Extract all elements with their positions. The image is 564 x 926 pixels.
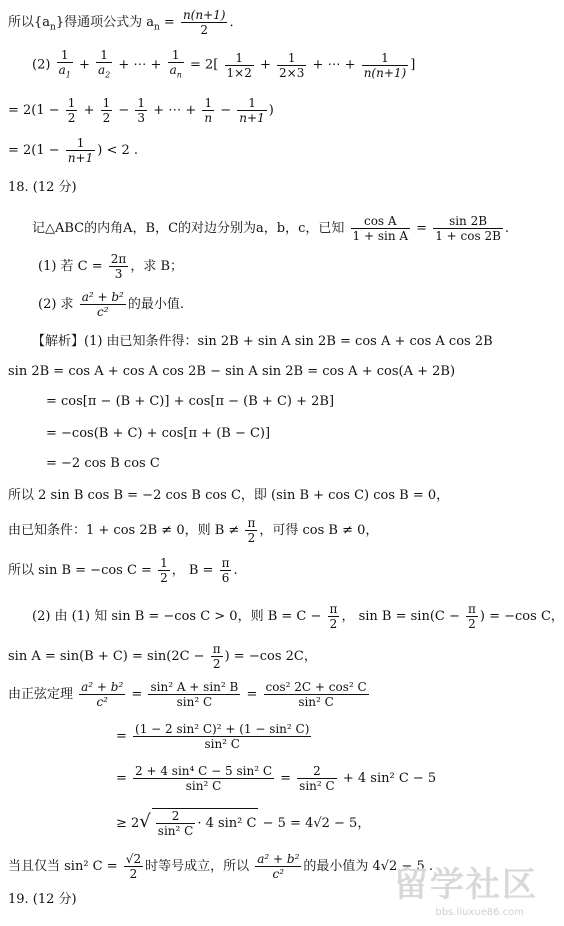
denominator: c² (80, 304, 126, 319)
numerator: a² + b² (81, 290, 124, 304)
text: (2) 由 (1) 知 sin B = −cos C > 0，则 B = C − (32, 609, 322, 624)
numerator: sin² A + sin² B (150, 680, 239, 694)
text: ) < 2 . (97, 143, 138, 158)
denominator: 2 (181, 22, 228, 37)
fraction: $\frac{1}{a_2}$ (96, 48, 112, 82)
numerator: cos A (363, 214, 397, 228)
numerator: 1 (76, 136, 85, 150)
watermark-logo: 留学社区 (394, 865, 538, 905)
solution-line-1: 【解析】(1) 由已知条件得：sin 2B + sin A sin 2B = cos A + cos A cos 2B (32, 334, 493, 349)
watermark-url: bbs.liuxue86.com (435, 907, 524, 918)
text: 当且仅当 sin² C = (8, 859, 118, 874)
fraction (80, 290, 126, 319)
text: = 2[ (190, 57, 219, 73)
denominator: sin² C (148, 694, 240, 709)
numerator: 2 + 4 sin⁴ C − 5 sin² C (135, 764, 272, 778)
numerator: cos² 2C + cos² C (265, 680, 367, 694)
numerator: 1 (160, 556, 168, 570)
solution-line-13: = $\frac{\text{2 + 4 sin⁴ C − 5 sin² C}}{\text{sin² C}}$ = $\frac{2}{\text{sin² C}}$ + 4 sin² C − 5 (116, 764, 437, 793)
text: ≥ 2 (116, 816, 140, 831)
fraction: $\frac{1}{a_n}$ (168, 48, 184, 82)
text: − 5 = 4√2 − 5， (262, 816, 371, 831)
fraction: $\frac{1}{a_1}$ (57, 48, 73, 82)
denominator: 3 (109, 266, 129, 281)
fraction: $\frac{1}{n(n+1)}$ (363, 50, 407, 80)
fraction: $\frac{1}{2\times 3}$ (279, 50, 305, 80)
fraction: $\frac{1}{1\times 2}$ (226, 50, 252, 80)
denominator: sin² C (157, 824, 194, 838)
fraction (433, 214, 503, 243)
formula-line-2: (2) $\frac{1}{a_1}$ + $\frac{1}{a_2}$ + ⋯ + $\frac{1}{a_n}$ = 2[ $\frac{1}{1\times 2}$ + $\frac{1}{2\times 3}$ + ⋯ + $\frac{1}{n(n+1)}$ ] (32, 48, 415, 82)
numerator: (1 − 2 sin² C)² + (1 − sin² C) (135, 722, 310, 736)
numerator: 2π (110, 252, 127, 266)
fraction (109, 252, 129, 281)
denominator: sin² C (264, 694, 369, 709)
text: }得通项公式为 a (55, 15, 154, 30)
text: 所以 sin B = −cos C = (8, 563, 152, 578)
part-label: (2) (32, 57, 51, 73)
text: ， sin B = sin(C − (341, 609, 460, 624)
solution-line-7 (8, 516, 378, 545)
numerator: √2 (125, 852, 142, 866)
denominator: 2 (328, 616, 340, 631)
question-18-header: 18. (12 分) (8, 180, 77, 195)
formula-line-1 (8, 8, 242, 37)
text: · 4 sin² C (197, 816, 257, 831)
denominator: c² (79, 694, 125, 709)
solution-line-14: ≥ 2√ $\frac{2}{\text{sin² C}}$ · 4 sin² C − 5 = 4√2 − 5， (116, 809, 371, 838)
solution-line-3: = cos[π − (B + C)] + cos[π − (B + C) + 2B] (46, 394, 335, 409)
formula-line-3: = 2(1 − $\frac{1}{2}$ + $\frac{1}{2}$ − $\frac{1}{3}$ + ⋯ + $\frac{1}{n}$ − $\frac{1}{n+1}$ ) (8, 96, 274, 125)
text: ，求 B； (130, 259, 184, 274)
text: n (50, 22, 56, 33)
numerator: n(n+1) (182, 8, 226, 22)
denominator: 1 + cos 2B (435, 229, 501, 243)
text: ，可得 cos B ≠ 0， (259, 523, 379, 538)
numerator: π (247, 516, 256, 530)
text: ． (229, 15, 243, 30)
text: ) = −cos 2C， (224, 649, 317, 664)
text: (1) 若 C = (38, 259, 103, 274)
denominator: sin² C (133, 778, 274, 793)
denominator: sin² C (299, 779, 335, 793)
text: 由已知条件：1 + cos 2B ≠ 0，则 B ≠ (8, 523, 240, 538)
solution-line-2: sin 2B = cos A + cos A cos 2B − sin A sin 2B = cos A + cos(A + 2B) (8, 364, 456, 379)
solution-line-8 (8, 556, 238, 585)
fraction (351, 214, 411, 243)
solution-line-11: 由正弦定理 $\frac{\text{a² + b²}}{\text{c²}}$ = $\frac{\text{sin² A + sin² B}}{\text{sin² C}}$ = $\frac{\text{cos² 2C + cos² C}}{\text{sin² C}}$ (8, 680, 367, 709)
text: 时等号成立，所以 (145, 859, 250, 874)
denominator: sin² C (133, 736, 311, 751)
fraction (181, 8, 228, 37)
solution-line-12: = $\frac{\text{(1 − 2 sin² C)² + (1 − sin² C)}}{\text{sin² C}}$ (116, 722, 310, 751)
numerator: 2 (313, 764, 321, 778)
numerator: 2 (171, 809, 180, 823)
numerator: a² + b² (257, 852, 300, 866)
denominator: 2 (160, 571, 168, 585)
text: 由正弦定理 (8, 687, 74, 702)
question-18-statement: 记△ABC的内角A，B，C的对边分别为a，b，c，已知 $\frac{\text{cos A}}{\text{1 + sin A}}$ = $\frac{\sin 2B}{1 + \cos 2B}$ . (32, 214, 510, 243)
solution-line-15 (8, 852, 433, 881)
solution-line-9: (2) 由 (1) 知 sin B = −cos C > 0，则 B = C − $\frac{\pi}{2}$ ， sin B = sin(C − $\frac{\pi}{2}$ ) = −cos C， (32, 602, 564, 631)
numerator: π (329, 602, 338, 616)
question-18-part-2 (38, 290, 184, 319)
text: 所以{a (8, 15, 51, 30)
solution-line-10: sin A = sin(B + C) = sin(2C − $\frac{\pi}{2}$ ) = −cos 2C， (8, 642, 317, 671)
numerator: sin 2B (449, 214, 488, 228)
text: sin A = sin(B + C) = sin(2C − (8, 649, 205, 664)
text: 的最小值. (127, 297, 184, 312)
text: = (159, 15, 179, 30)
text: ， B = (171, 563, 214, 578)
denominator: 6 (220, 570, 232, 585)
numerator: a² + b² (81, 680, 124, 694)
denominator: 2 (124, 866, 143, 881)
denominator: 2 (245, 530, 257, 545)
solution-line-5: = −2 cos B cos C (46, 456, 160, 471)
text: + 4 sin² C − 5 (342, 771, 437, 786)
text: n (153, 22, 160, 33)
text: 记△ABC的内角A，B，C的对边分别为a，b，c，已知 (32, 221, 345, 236)
solution-line-4: = −cos(B + C) + cos[π + (B − C)] (46, 426, 271, 441)
text: = 2(1 − (8, 143, 60, 158)
formula-line-4 (8, 136, 138, 165)
denominator: n+1 (67, 151, 94, 165)
numerator: π (221, 556, 230, 570)
text: ) = −cos C， (479, 609, 564, 624)
fraction (66, 136, 95, 165)
text: (2) 求 (38, 297, 74, 312)
text: . (233, 563, 238, 578)
question-18-part-1 (38, 252, 183, 281)
denominator: 1 + sin A (352, 229, 409, 243)
solution-line-6: 所以 2 sin B cos B = −2 cos B cos C，即 (sin B + cos C) cos B = 0， (8, 488, 450, 503)
question-19-header: 19. (12 分) (8, 892, 77, 907)
denominator: c² (255, 866, 301, 881)
text: 的最小值为 4√2 − 5 . (303, 859, 434, 874)
